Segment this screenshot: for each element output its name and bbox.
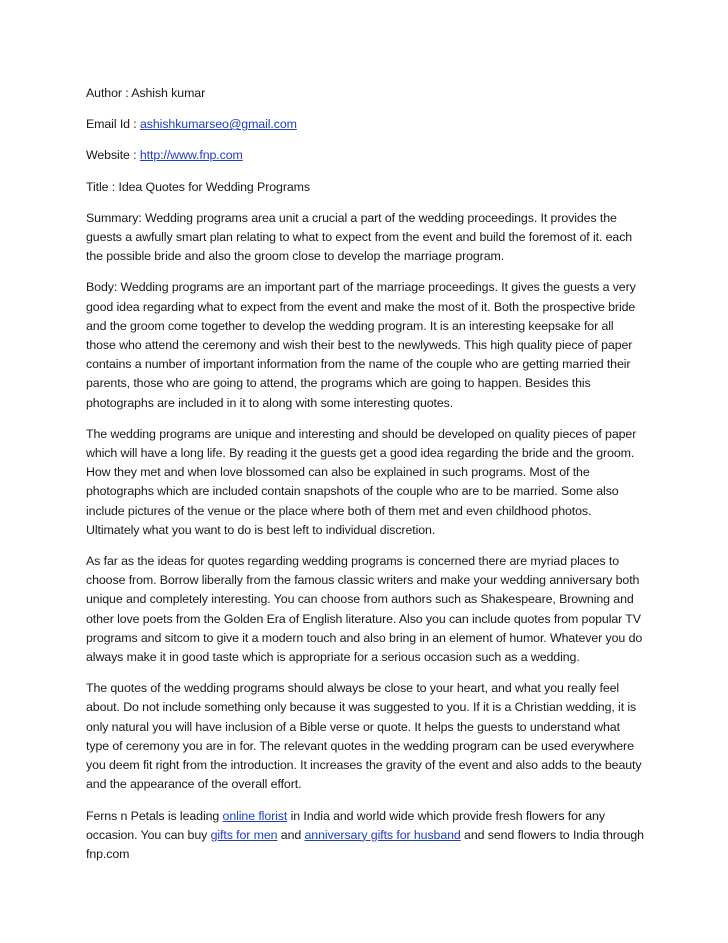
title-label: Title :	[86, 179, 119, 194]
footer-text-2: in India and world wide which provide fresh flowers for any occasion. You can buy	[86, 808, 605, 842]
website-label: Website :	[86, 148, 140, 163]
email-label: Email Id :	[86, 117, 140, 132]
body-paragraph-3: As far as the ideas for quotes regarding wedding programs is concerned there are myriad places to choose from. Borrow liberally from the famous classic writers and make your wedding anniversary both unique and completely interesting. You can choose from authors such as Shakespeare, Browning and other love poets from the Golden Era of English literature. Also you can include quotes from popular TV programs and sitcom to give it a modern touch and also bring in an element of humor. Whatever you do always make it in good taste which is appropriate for a serious occasion such as a wedding.	[86, 554, 643, 665]
footer-text-1: Ferns n Petals is leading	[86, 808, 223, 823]
online-florist-link[interactable]: online florist	[222, 808, 288, 823]
document-body	[86, 84, 646, 876]
author-name: Ashish kumar	[131, 86, 206, 100]
anniversary-gifts-link[interactable]: anniversary gifts for husband	[304, 827, 461, 842]
title-line	[86, 178, 646, 197]
body-paragraph-4: The quotes of the wedding programs should always be close to your heart, and what you really feel about. Do not include something only because it was suggested to you. If it is a Christian wedding, it is only natural you will have inclusion of a Bible verse or quote. It helps the guests to understand what type of ceremony you are in for. The relevant quotes in the wedding program can be used everywhere you deem fit right from the introduction. It increases the gravity of the event and also adds to the beauty and the appearance of the overall effort.	[86, 681, 642, 792]
website-line	[86, 146, 646, 165]
website-link[interactable]: http://www.fnp.com	[139, 148, 243, 163]
summary-paragraph: Summary: Wedding programs area unit a crucial a part of the wedding proceedings. It provides the guests a awfully smart plan relating to what to expect from the event and build the foremost of it. each the possible bride and also the groom close to develop the marriage program.	[86, 210, 633, 264]
body-paragraph-2: The wedding programs are unique and interesting and should be developed on quality pieces of paper which will have a long life. By reading it the guests get a good idea regarding the bride and the groom. How they met and when love blossomed can also be explained in such programs. Most of the photographs which are included contain snapshots of the couple who are to be married. Some also include pictures of the venue or the place where both of them met and even childhood photos. Ultimately what you want to do is best left to individual discretion.	[86, 426, 637, 537]
footer-paragraph	[86, 807, 646, 865]
gifts-for-men-link[interactable]: gifts for men	[210, 827, 278, 842]
author-line	[86, 84, 646, 103]
email-line	[86, 115, 646, 134]
footer-text-4: and send flowers to India through fnp.com	[86, 827, 644, 861]
footer-text-3: and	[277, 827, 305, 842]
email-link[interactable]: ashishkumarseo@gmail.com	[140, 117, 297, 132]
article-title: Idea Quotes for Wedding Programs	[118, 179, 310, 194]
author-label: Author :	[86, 86, 132, 100]
body-paragraph-1: Body: Wedding programs are an important part of the marriage proceedings. It gives the guests a very good idea regarding what to expect from the event and make the most of it. Both the prospective bride and the groom come together to develop the wedding program. It is an interesting keepsake for all those who attend the ceremony and wish their best to the newlyweds. This high quality piece of paper contains a number of important information from the name of the couple who are getting married their parents, those who are going to attend, the programs which are going to happen. Besides this photographs are included in it to along with some interesting quotes.	[86, 280, 636, 410]
